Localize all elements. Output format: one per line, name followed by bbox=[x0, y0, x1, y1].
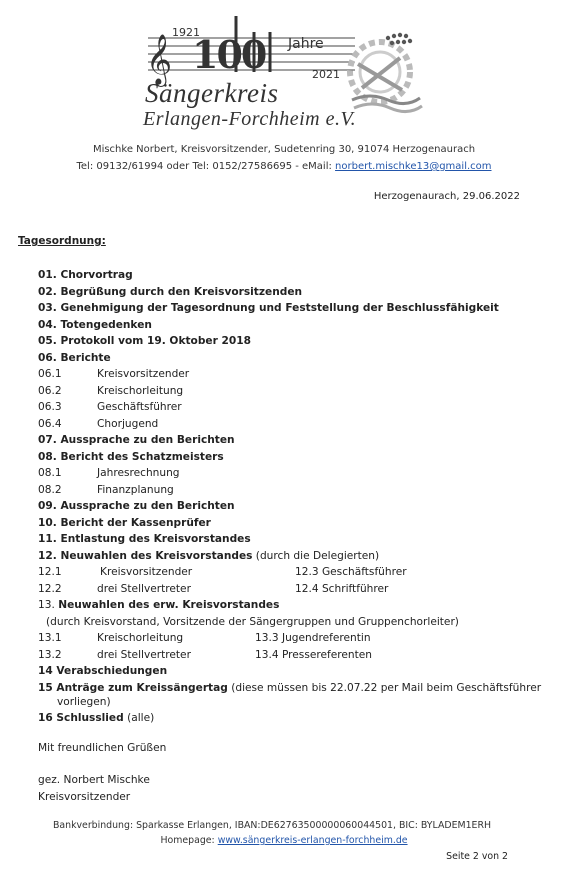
closing-greeting: Mit freundlichen Grüßen bbox=[38, 742, 167, 754]
phone-text: Tel: 09132/61994 oder Tel: 0152/27586695 - eMail: bbox=[76, 161, 336, 172]
agenda-item-02: 02. Begrüßung durch den Kreisvorsitzenden bbox=[38, 285, 303, 298]
agenda-item-13-note: (durch Kreisvorstand, Vorsitzende der Sängergruppen und Gruppenchorleiter) bbox=[46, 615, 459, 628]
treble-clef-icon: 𝄞 bbox=[146, 34, 173, 85]
agenda-sub-12-2: 12.2 drei Stellvertreter 12.4 Schriftführer bbox=[38, 582, 389, 595]
agenda-item-11: 11. Entlastung des Kreisvorstandes bbox=[38, 533, 251, 545]
agenda-sub-13-2: 13.2 drei Stellvertreter 13.4 Pressereferenten bbox=[38, 648, 372, 661]
agenda-item-03: 03. Genehmigung der Tagesordnung und Feststellung der Beschlussfähigkeit bbox=[38, 302, 499, 314]
agenda-item-13: 13. Neuwahlen des erw. Kreisvorstandes bbox=[38, 599, 280, 611]
address-line: Mischke Norbert, Kreisvorsitzender, Sudetenring 30, 91074 Herzogenaurach bbox=[92, 144, 476, 155]
agenda-item-12: 12. Neuwahlen des Kreisvorstandes (durch die Delegierten) bbox=[38, 549, 380, 562]
page-number: Seite 2 von 2 bbox=[446, 851, 508, 862]
agenda-sub-06-4: 06.4 Chorjugend bbox=[38, 417, 159, 430]
agenda-sub-08-2: 08.2 Finanzplanung bbox=[38, 483, 174, 496]
agenda-sub-08-1: 08.1 Jahresrechnung bbox=[38, 467, 180, 479]
signature-name: gez. Norbert Mischke bbox=[38, 774, 150, 786]
letter-date: Herzogenaurach, 29.06.2022 bbox=[373, 191, 520, 202]
signature-role: Kreisvorsitzender bbox=[38, 791, 131, 803]
bank-details: Bankverbindung: Sparkasse Erlangen, IBAN:DE62763500000060044501, BIC: BYLADEM1ERH bbox=[52, 820, 492, 831]
agenda-item-08: 08. Bericht des Schatzmeisters bbox=[38, 450, 224, 463]
logo-subtitle: Erlangen-Forchheim e.V. bbox=[143, 108, 357, 130]
email-link[interactable]: norbert.mischke13@gmail.com bbox=[335, 161, 492, 172]
agenda-item-09: 09. Aussprache zu den Berichten bbox=[38, 500, 235, 512]
logo-year-end: 2021 bbox=[312, 68, 340, 81]
agenda-item-15: 15 Anträge zum Kreissängertag (diese müssen bis 22.07.22 per Mail beim Geschäftsführer bbox=[38, 681, 542, 694]
logo-big-number: 100 bbox=[192, 32, 266, 77]
homepage-line bbox=[0, 835, 568, 846]
agenda-sub-06-2: 06.2 Kreischorleitung bbox=[38, 384, 184, 397]
agenda-item-01: 01. Chorvortrag bbox=[38, 269, 133, 281]
agenda-sub-12-1: 12.1 Kreisvorsitzender 12.3 Geschäftsführer bbox=[38, 566, 407, 578]
agenda-item-16: 16 Schlusslied (alle) bbox=[38, 712, 155, 724]
homepage-link[interactable]: www.sängerkreis-erlangen-forchheim.de bbox=[217, 835, 408, 846]
agenda-item-10: 10. Bericht der Kassenprüfer bbox=[38, 516, 211, 529]
gear-emblem-icon bbox=[350, 33, 422, 112]
agenda-item-14: 14 Verabschiedungen bbox=[38, 665, 168, 677]
agenda-item-15-cont: vorliegen) bbox=[57, 696, 111, 708]
homepage-label: Homepage: bbox=[160, 835, 218, 846]
agenda-item-05: 05. Protokoll vom 19. Oktober 2018 bbox=[38, 335, 251, 347]
agenda-sub-13-1: 13.1 Kreischorleitung 13.3 Jugendreferentin bbox=[38, 632, 371, 644]
agenda-item-06: 06. Berichte bbox=[38, 351, 111, 364]
agenda-sub-06-3: 06.3 Geschäftsführer bbox=[38, 401, 182, 413]
contact-line bbox=[0, 161, 568, 172]
agenda-sub-06-1: 06.1 Kreisvorsitzender bbox=[38, 368, 190, 380]
logo-title: Sängerkreis bbox=[145, 78, 279, 108]
logo-jahre: Jahre bbox=[288, 36, 324, 52]
agenda-item-04: 04. Totengedenken bbox=[38, 318, 152, 331]
agenda-item-07: 07. Aussprache zu den Berichten bbox=[38, 434, 235, 446]
logo bbox=[140, 10, 440, 150]
agenda-heading: Tagesordnung: bbox=[18, 235, 106, 247]
logo-year-start: 1921 bbox=[172, 26, 200, 39]
